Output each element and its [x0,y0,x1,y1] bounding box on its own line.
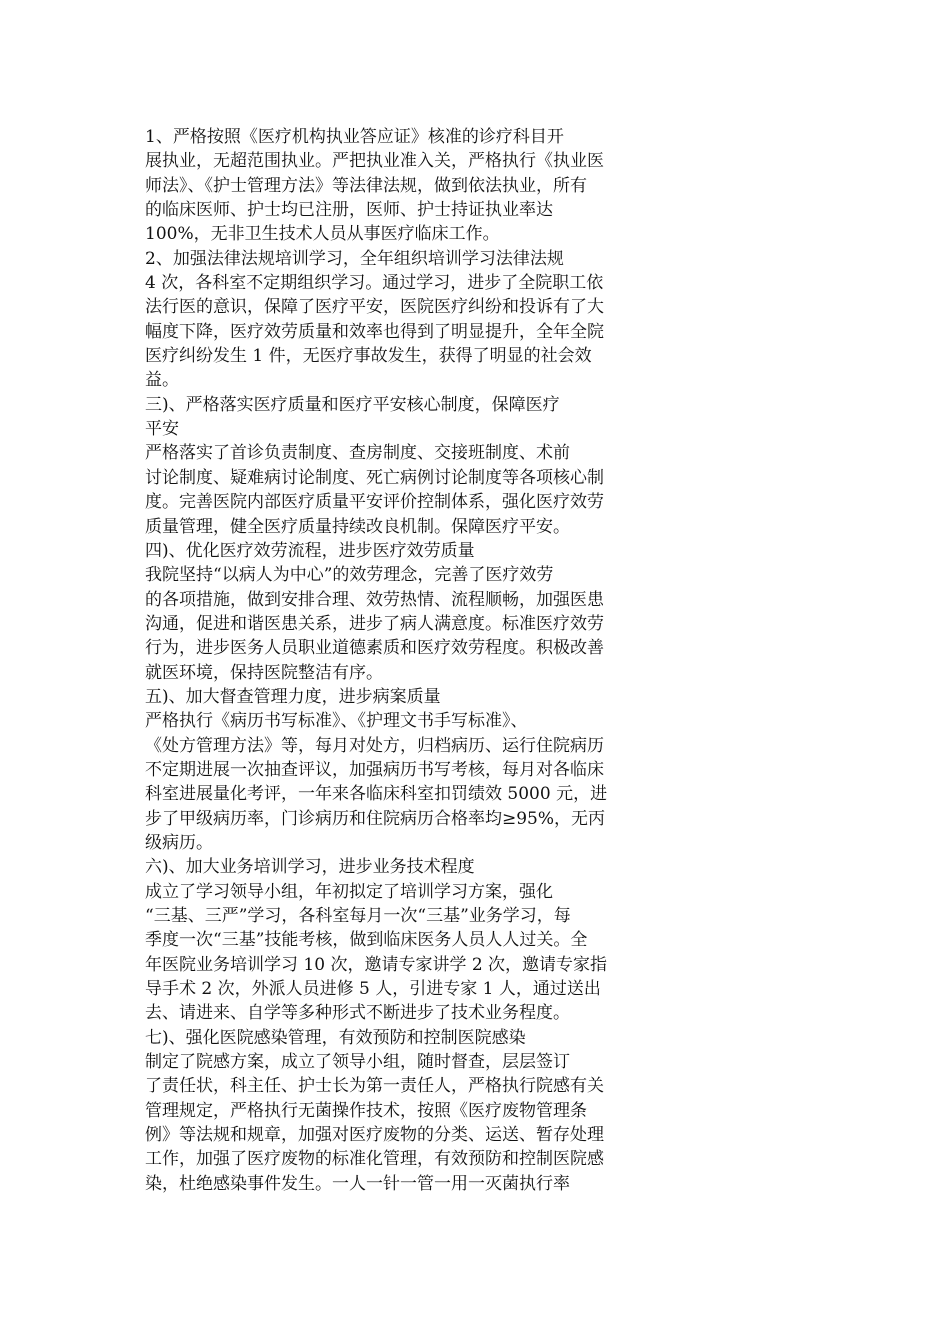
text-line: 师法》、《护士管理方法》等法律法规，做到依法执业，所有 [145,175,587,196]
text-line: 了责任状，科主任、护士长为第一责任人，严格执行院感有关 [145,1076,604,1097]
text-line: 严格落实了首诊负责制度、查房制度、交接班制度、术前 [145,443,570,464]
text-line: 幅度下降，医疗效劳质量和效率也得到了明显提升，全年全院 [145,321,604,342]
text-line: 的临床医师、护士均已注册，医师、护士持证执业率达 [145,200,553,221]
text-line: 沟通，促进和谐医患关系，进步了病人满意度。标准医疗效劳 [145,613,604,634]
text-line: 益。 [145,370,179,391]
text-line: 导手术 2 次，外派人员进修 5 人，引进专家 1 人，通过送出 [145,979,601,1000]
text-line: 《处方管理方法》等，每月对处方，归档病历、运行住院病历 [145,735,604,756]
text-line: 度。完善医院内部医疗质量平安评价控制体系，强化医疗效劳 [145,492,604,513]
text-line: 五)、加大督查管理力度，进步病案质量 [145,686,441,707]
text-line: 100%，无非卫生技术人员从事医疗临床工作。 [145,224,500,245]
text-line: 1、严格按照《医疗机构执业答应证》核准的诊疗科目开 [145,127,564,147]
text-line: 去、请进来、自学等多种形式不断进步了技术业务程度。 [145,1003,570,1024]
text-line: “三基、三严”学习，各科室每月一次“三基”业务学习，每 [145,906,571,926]
text-line: 例》等法规和规章，加强对医疗废物的分类、运送、暂存处理 [145,1125,604,1146]
text-line: 六)、加大业务培训学习，进步业务技术程度 [145,857,475,878]
text-line: 染，杜绝感染事件发生。一人一针一管一用一灭菌执行率 [145,1173,570,1194]
text-line: 不定期进展一次抽查评议，加强病历书写考核，每月对各临床 [145,759,604,780]
text-line: 行为，进步医务人员职业道德素质和医疗效劳程度。积极改善 [145,638,604,659]
text-line: 级病历。 [145,832,213,853]
text-line: 三)、严格落实医疗质量和医疗平安核心制度，保障医疗 [145,394,560,415]
text-line: 步了甲级病历率，门诊病历和住院病历合格率均≥95%，无丙 [145,808,606,829]
text-line: 工作，加强了医疗废物的标准化管理，有效预防和控制医院感 [145,1149,604,1170]
text-line: 年医院业务培训学习 10 次，邀请专家讲学 2 次，邀请专家指 [145,954,608,975]
text-line: 平安 [145,419,179,440]
text-line: 四)、优化医疗效劳流程，进步医疗效劳质量 [145,540,475,561]
text-line: 讨论制度、疑难病讨论制度、死亡病例讨论制度等各项核心制 [145,467,604,488]
text-line: 4 次，各科室不定期组织学习。通过学习，进步了全院职工依 [145,273,604,294]
text-line: 的各项措施，做到安排合理、效劳热情、流程顺畅，加强医患 [145,589,604,610]
text-line: 七)、强化医院感染管理，有效预防和控制医院感染 [145,1027,526,1048]
text-line: 医疗纠纷发生 1 件，无医疗事故发生，获得了明显的社会效 [145,346,592,367]
text-line: 质量管理，健全医疗质量持续改良机制。保障医疗平安。 [145,516,570,537]
text-line: 展执业，无超范围执业。严把执业准入关，严格执行《执业医 [145,151,604,172]
text-line: 严格执行《病历书写标准》、《护理文书手写标准》、 [145,711,528,732]
text-line: 法行医的意识，保障了医疗平安，医院医疗纠纷和投诉有了大 [145,297,604,318]
text-line: 制定了院感方案，成立了领导小组，随时督查，层层签订 [145,1052,570,1073]
text-line: 科室进展量化考评，一年来各临床科室扣罚绩效 5000 元，进 [145,784,608,805]
text-line: 成立了学习领导小组，年初拟定了培训学习方案，强化 [145,881,553,902]
text-line: 管理规定，严格执行无菌操作技术，按照《医疗废物管理条 [145,1100,587,1121]
text-line: 我院坚持“以病人为中心”的效劳理念，完善了医疗效劳 [145,565,554,586]
text-line: 就医环境，保持医院整洁有序。 [145,662,383,683]
text-line: 2、加强法律法规培训学习，全年组织培训学习法律法规 [145,248,564,269]
text-line: 季度一次“三基”技能考核，做到临床医务人员人人过关。全 [145,930,588,951]
document-body [145,125,685,1196]
